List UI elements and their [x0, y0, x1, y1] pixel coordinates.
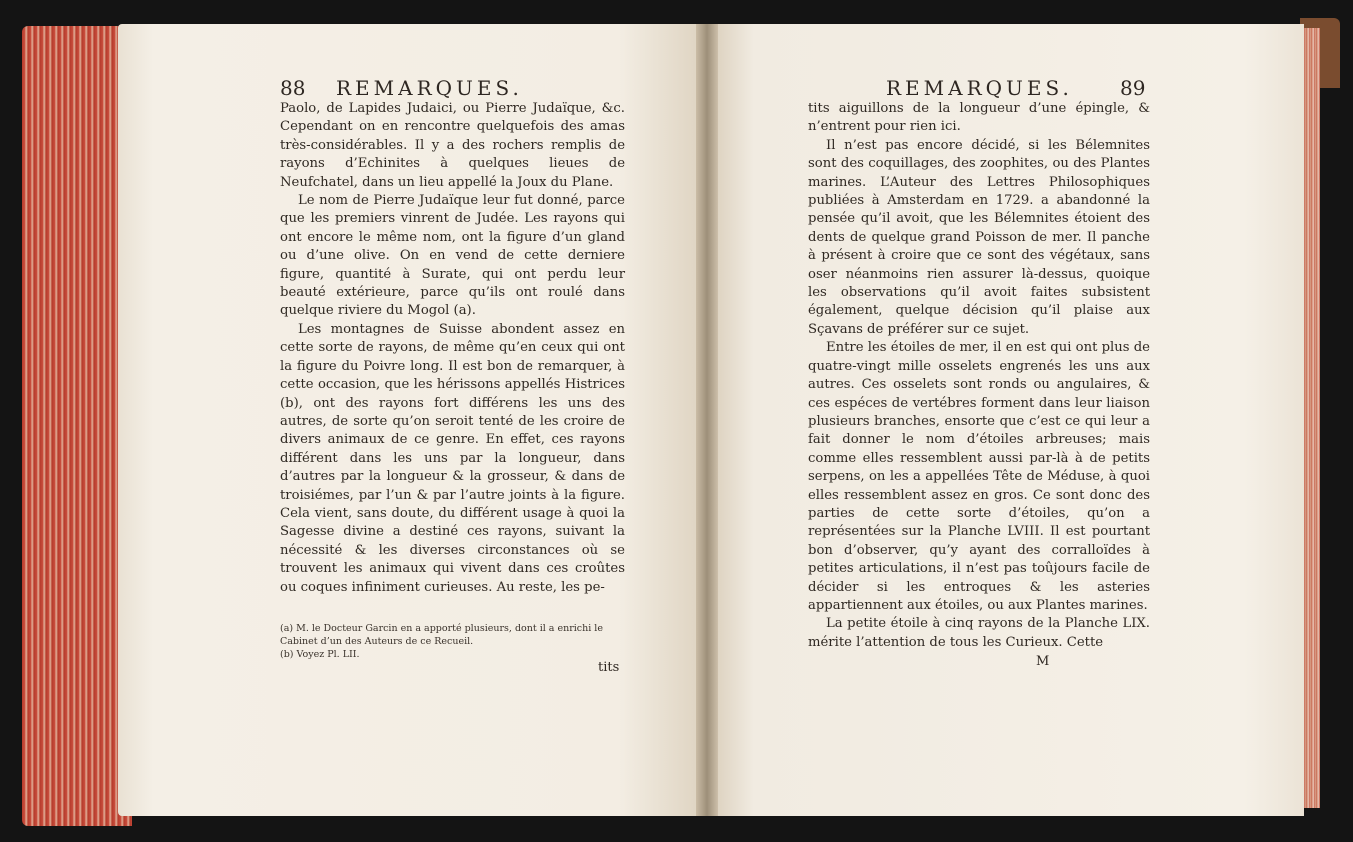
paragraph: Paolo, de Lapides Judaici, ou Pierre Judaïque, &c. Cependant on en rencontre quelquefois des amas très-considérables. Il y a des rochers remplis de rayons d’Echinites à quelques lieues de Neufchatel, dans un lieu appellé la Joux du Plane.	[280, 101, 625, 190]
right-running-head: REMARQUES.	[886, 76, 1073, 100]
left-page-number: 88	[280, 76, 306, 100]
paragraph: La petite étoile à cinq rayons de la Planche LIX. mérite l’attention de tous les Curieux. Cette	[808, 616, 1150, 650]
paragraph: Le nom de Pierre Judaïque leur fut donné, parce que les premiers vinrent de Judée. Les rayons qui ont encore le même nom, ont la figure d’un gland ou d’une olive. On en vend de cette derniere figure, quantité à Surate, qui ont perdu leur beauté extérieure, parce qu’ils ont roulé dans quelque riviere du Mogol (a).	[280, 193, 625, 319]
right-body-text	[808, 100, 1150, 652]
paragraph: Les montagnes de Suisse abondent assez en cette sorte de rayons, de même qu’en ceux qui ont la figure du Poivre long. Il est bon de remarquer, à cette occasion, que les hérissons appellés Histrices (b), ont des rayons fort différens les uns des autres, de sorte qu’on seroit tenté de les croire de divers animaux de ce genre. En effet, ces rayons différent dans les uns par la longueur, dans d’autres par la longueur & la grosseur, & dans de troisiémes, par l’un & par l’autre joints à la figure. Cela vient, sans doute, du différent usage à quoi la Sagesse divine a destiné ces rayons, suivant la nécessité & les diverses circonstances où se trouvent les animaux qui vivent dans ces croûtes ou coques infiniment curieuses. Au reste, les pe-	[280, 321, 625, 595]
book-gutter	[696, 24, 718, 816]
left-body-text	[280, 100, 625, 597]
footnote: (a) M. le Docteur Garcin en a apporté plusieurs, dont il a enrichi le Cabinet d’un des Auteurs de ce Recueil.	[280, 623, 603, 647]
page-edges-left	[22, 26, 132, 826]
left-catchword: tits	[598, 660, 620, 675]
footnote: (b) Voyez Pl. LII.	[280, 649, 360, 660]
left-footnotes	[280, 622, 625, 661]
paragraph: tits aiguillons de la longueur d’une épingle, & n’entrent pour rien ici.	[808, 101, 1150, 135]
right-page-number: 89	[1120, 76, 1146, 100]
right-catchword: M	[1036, 654, 1050, 669]
left-running-head: REMARQUES.	[336, 76, 523, 100]
left-page	[118, 24, 708, 816]
right-page	[706, 24, 1304, 816]
paragraph: Il n’est pas encore décidé, si les Bélemnites sont des coquillages, des zoophites, ou des Plantes marines. L’Auteur des Lettres Philosophiques publiées à Amsterdam en 1729. a abandonné la pensée qu’il avoit, que les Bélemnites étoient des dents de quelque grand Poisson de mer. Il panche à présent à croire que ce sont des végétaux, sans oser néanmoins rien assurer là-dessus, quoique les observations qu’il avoit faites subsistent également, quelque décision qu’il plaise aux Sçavans de préférer sur ce sujet.	[808, 137, 1150, 337]
paragraph: Entre les étoiles de mer, il en est qui ont plus de quatre-vingt mille osselets engrenés les uns aux autres. Ces osselets sont ronds ou angulaires, & ces espéces de vertébres forment dans leur liaison plusieurs branches, ensorte que c’est ce qui leur a fait donner le nom d’étoiles arbreuses; mais comme elles ressemblent aussi par-là à de petits serpens, on les a appellées Tête de Méduse, à quoi elles ressemblent assez en gros. Ce sont donc des parties de cette sorte d’étoiles, qu’on a représentées sur la Planche LVIII. Il est pourtant bon d’observer, qu’y ayant des corralloïdes à petites articulations, il n’est pas toûjours facile de décider si les entroques & les asteries appartiennent aux étoiles, ou aux Plantes marines.	[808, 340, 1150, 613]
